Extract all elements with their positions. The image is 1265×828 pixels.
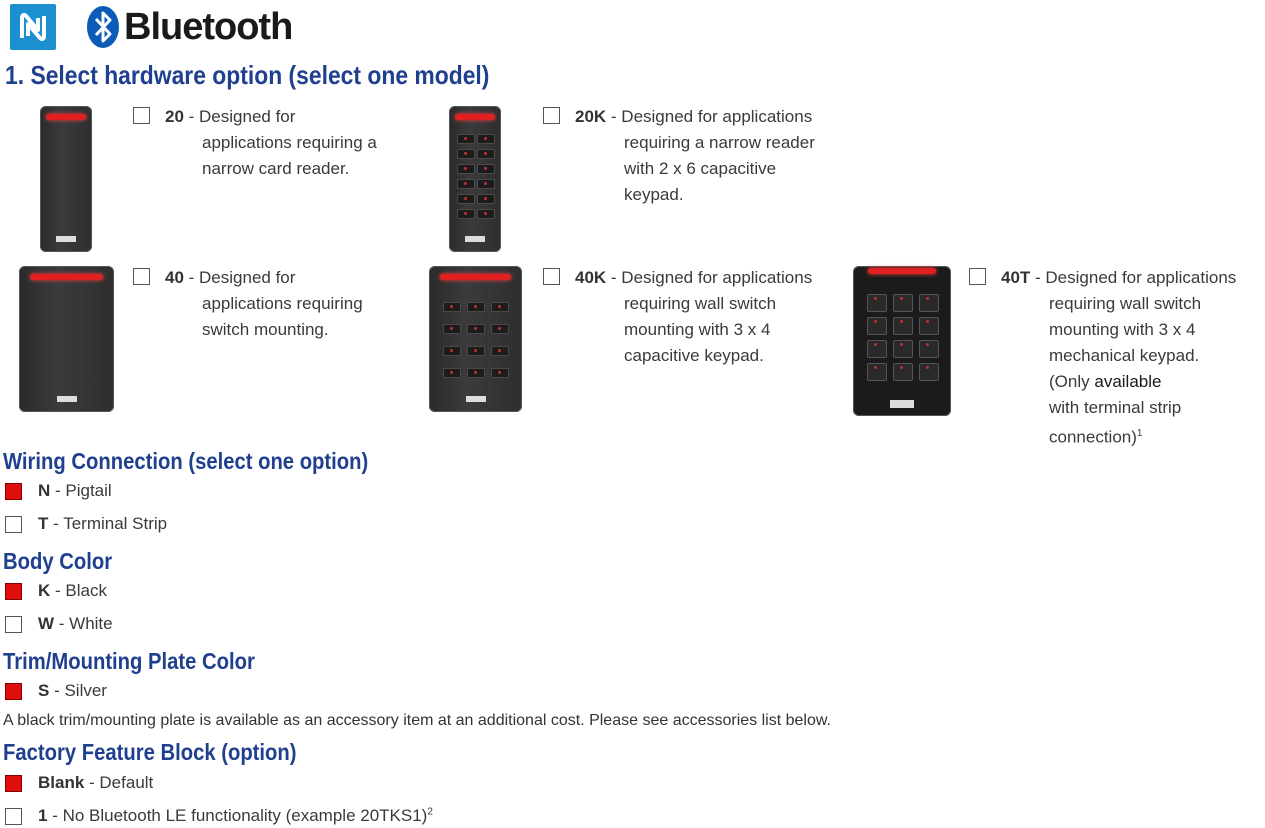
trim-s-checkbox[interactable] — [5, 683, 22, 700]
reader-40t-image — [853, 266, 951, 416]
product-40-desc: switch mounting. — [202, 320, 329, 339]
wiring-t-checkbox[interactable] — [5, 516, 22, 533]
product-20k-checkbox[interactable] — [543, 107, 560, 124]
product-40t-note: (Only available — [1049, 372, 1162, 391]
product-40t-desc: requiring wall switch — [1049, 294, 1202, 313]
product-code: 20K — [575, 107, 607, 126]
product-40t-desc: mechanical keypad. — [1049, 346, 1200, 365]
product-code: 20 — [165, 107, 184, 126]
logo-bar — [10, 3, 293, 51]
feature-1-checkbox[interactable] — [5, 808, 22, 825]
product-40k-desc: capacitive keypad. — [624, 346, 764, 365]
body-color-k-checkbox[interactable] — [5, 583, 22, 600]
reader-40k-image — [429, 266, 522, 412]
product-40t-checkbox[interactable] — [969, 268, 986, 285]
body-color-section-title: Body Color — [3, 548, 113, 574]
feature-blank-checkbox[interactable] — [5, 775, 22, 792]
product-20-checkbox[interactable] — [133, 107, 150, 124]
reader-20k-image — [449, 106, 501, 252]
product-40t-desc: mounting with 3 x 4 — [1049, 320, 1196, 339]
product-40-desc: applications requiring — [202, 294, 363, 313]
product-code: 40T — [1001, 268, 1031, 287]
reader-40-image — [19, 266, 114, 412]
hardware-section-title: 1. Select hardware option (select one model) — [5, 60, 490, 90]
product-20-desc: narrow card reader. — [202, 159, 350, 178]
product-20k-desc: requiring a narrow reader — [624, 133, 815, 152]
body-color-w-checkbox[interactable] — [5, 616, 22, 633]
product-code: 40K — [575, 268, 607, 287]
bluetooth-logo — [86, 3, 298, 51]
wiring-n-checkbox[interactable] — [5, 483, 22, 500]
product-code: 40 — [165, 268, 184, 287]
product-20k-desc: with 2 x 6 capacitive — [624, 159, 777, 178]
product-20-desc: applications requiring a — [202, 133, 377, 152]
nfc-n-icon — [10, 4, 56, 50]
bluetooth-rune-icon — [86, 5, 120, 49]
product-40k-desc: mounting with 3 x 4 — [624, 320, 771, 339]
product-20k-desc: keypad. — [624, 185, 684, 204]
feature-section-title: Factory Feature Block (option) — [3, 739, 297, 765]
product-40k-desc: requiring wall switch — [624, 294, 777, 313]
bluetooth-wordmark: Bluetooth — [124, 5, 293, 48]
product-40-checkbox[interactable] — [133, 268, 150, 285]
product-40t-note: connection)$^1$ — [1049, 427, 1143, 447]
product-40k-checkbox[interactable] — [543, 268, 560, 285]
trim-section-title: Trim/Mounting Plate Color — [3, 648, 255, 674]
wiring-section-title: Wiring Connection (select one option) — [3, 448, 369, 474]
trim-note: A black trim/mounting plate is available as an accessory item at an additional cost. Please see accessories list below. — [3, 712, 831, 729]
reader-20-image — [40, 106, 92, 252]
product-40t-note: with terminal strip — [1049, 398, 1182, 417]
